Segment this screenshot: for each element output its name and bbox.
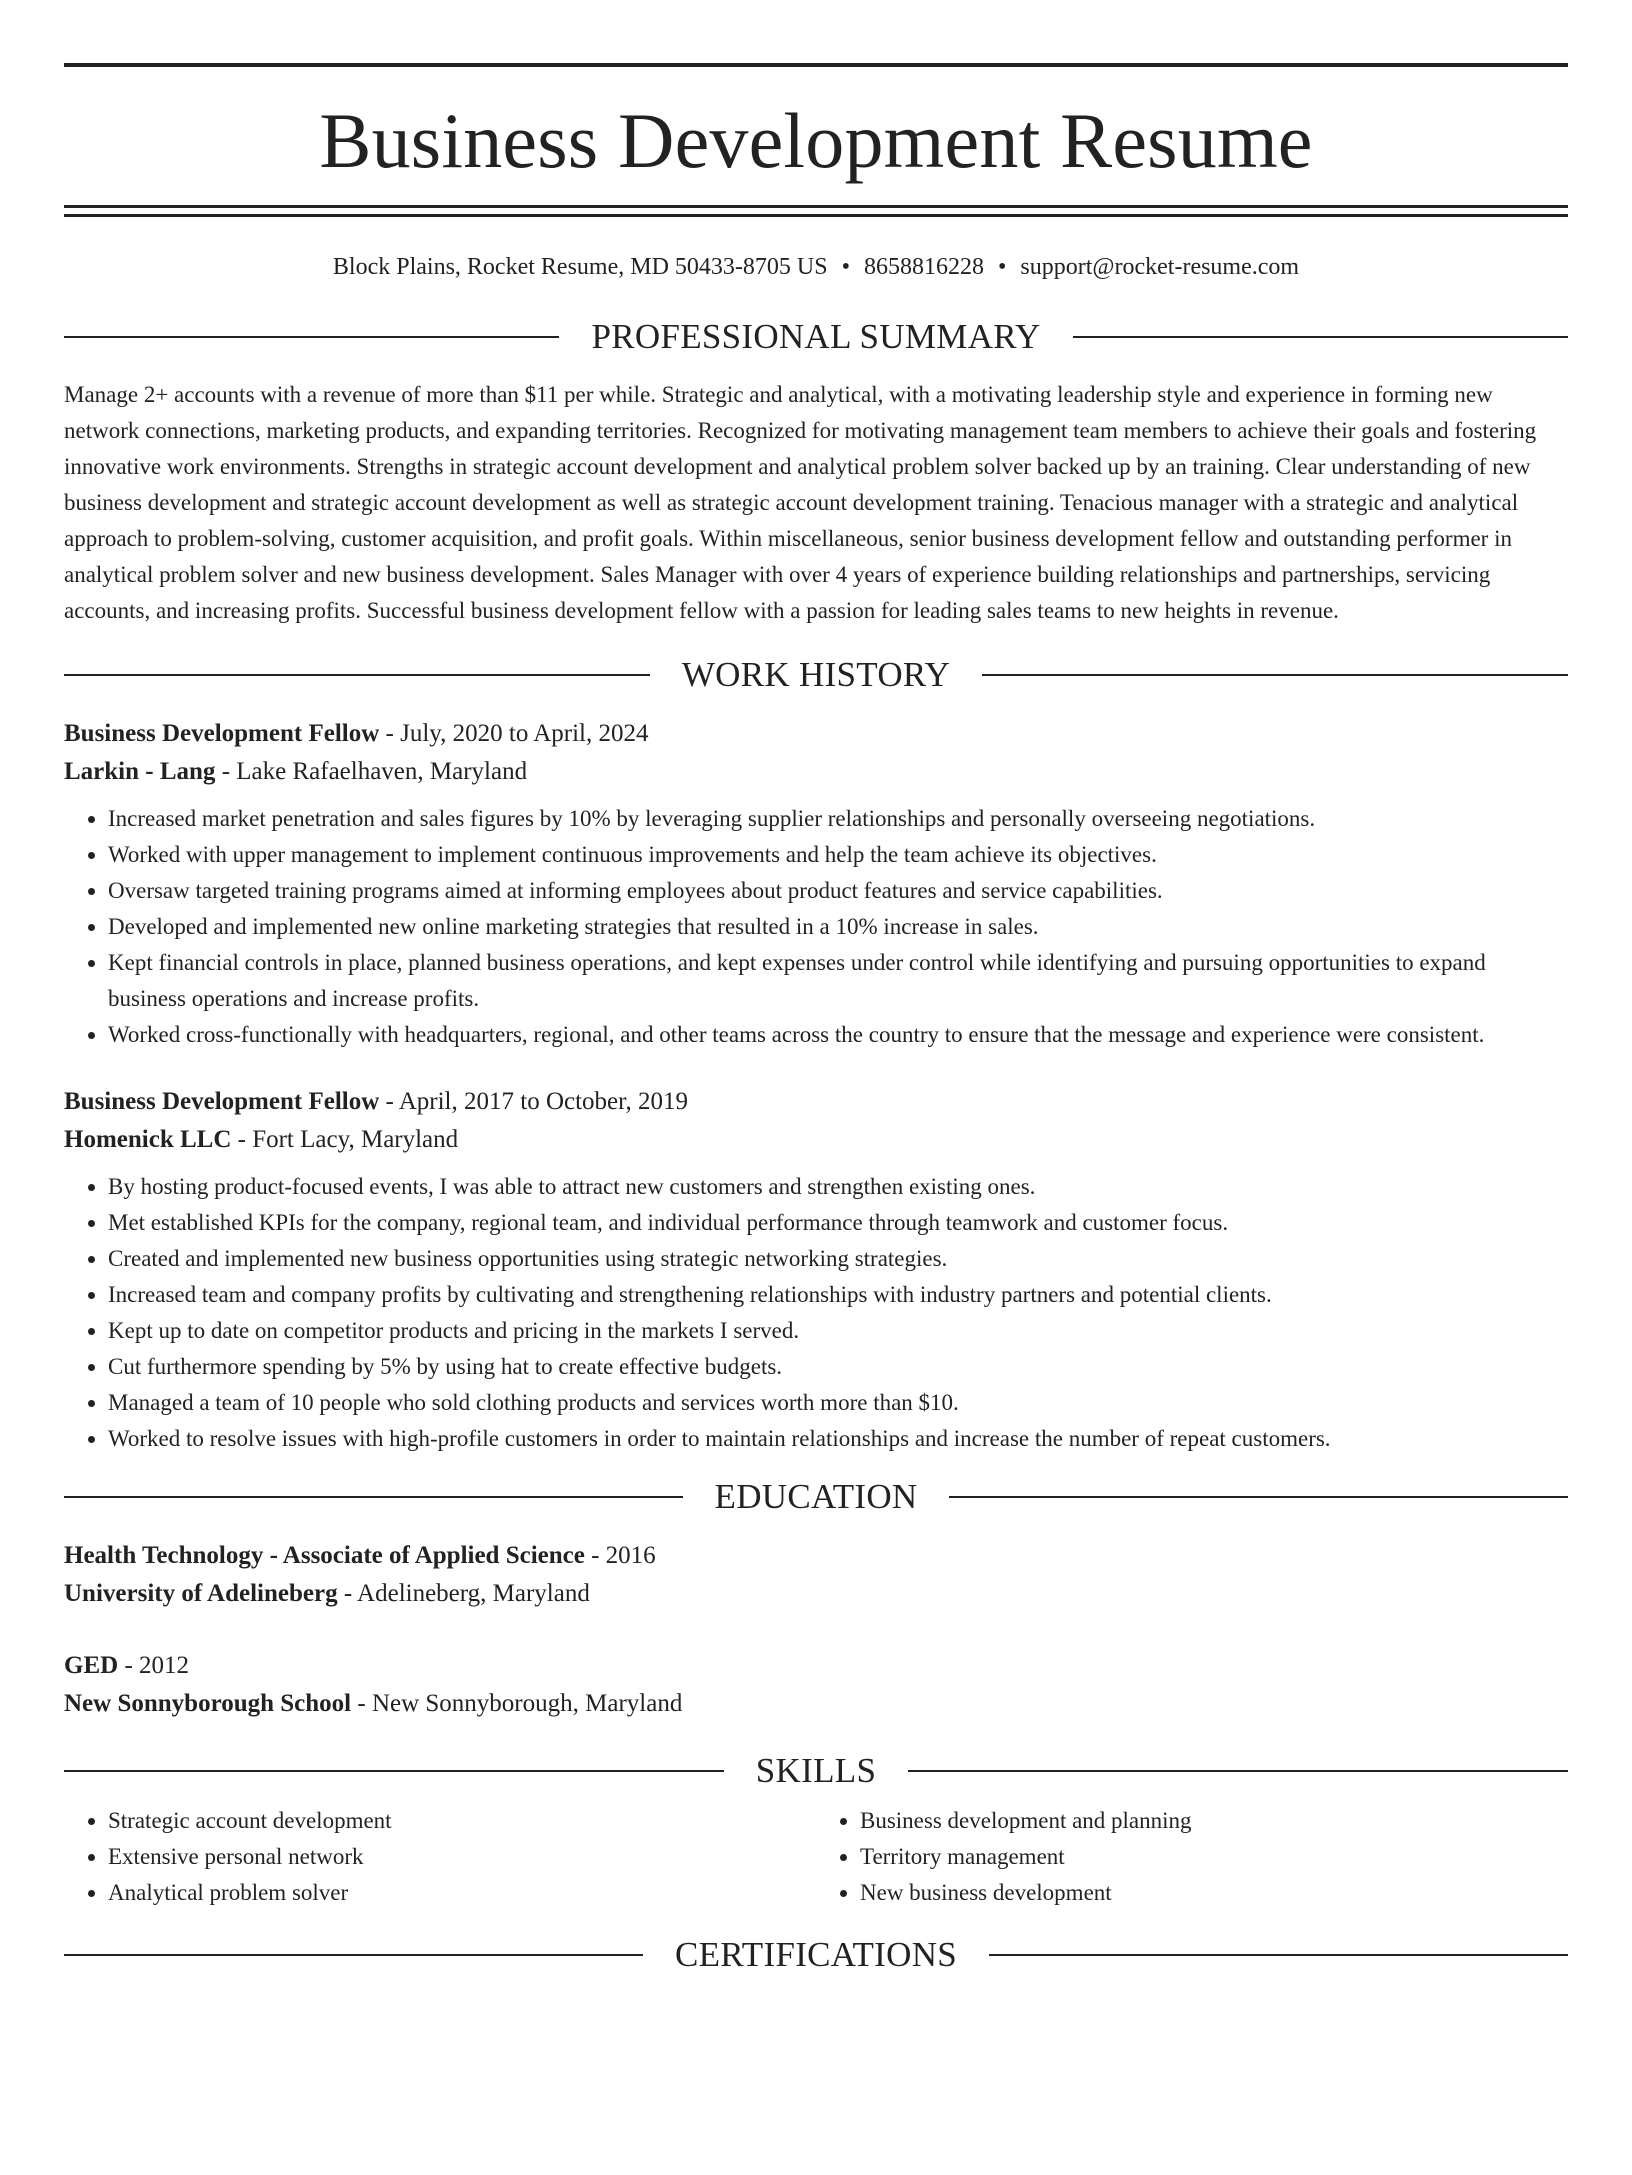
resume-title: Business Development Resume xyxy=(319,97,1313,184)
section-rule xyxy=(949,1496,1568,1498)
list-item: • Created and implemented new business opportunities using strategic networking strategies. xyxy=(108,1241,1568,1277)
list-item: • By hosting product-focused events, I was able to attract new customers and strengthen existing ones. xyxy=(108,1169,1568,1205)
education-degree: GED xyxy=(64,1652,119,1679)
title-double-rule xyxy=(64,205,1568,217)
section-rule xyxy=(64,674,650,676)
list-item: • Strategic account development xyxy=(108,1803,816,1839)
skills-grid xyxy=(64,1803,1568,1911)
section-header-summary xyxy=(64,315,1568,359)
section-rule xyxy=(64,336,559,338)
job-title-line xyxy=(64,1083,1568,1121)
list-item: • Cut furthermore spending by 5% by using hat to create effective budgets. xyxy=(108,1349,1568,1385)
job-bullets xyxy=(64,801,1568,1053)
education-degree-line xyxy=(64,1537,1568,1575)
job-title-line xyxy=(64,715,1568,753)
top-rule xyxy=(64,63,1568,67)
job-entry xyxy=(64,715,1568,1053)
list-item: • Worked cross-functionally with headquarters, regional, and other teams across the country to ensure that the message and experience were consistent. xyxy=(108,1017,1568,1053)
job-company: Homenick LLC xyxy=(64,1126,232,1153)
list-item: • New business development xyxy=(860,1875,1568,1911)
list-item: • Increased team and company profits by cultivating and strengthening relationships with industry partners and potential clients. xyxy=(108,1277,1568,1313)
education-school: New Sonnyborough School xyxy=(64,1690,352,1717)
list-item: • Oversaw targeted training programs aimed at informing employees about product features and service capabilities. xyxy=(108,873,1568,909)
skills-column-right xyxy=(816,1803,1568,1911)
job-company-line xyxy=(64,1121,1568,1159)
list-item: • Increased market penetration and sales figures by 10% by leveraging supplier relationships and personally overseeing negotiations. xyxy=(108,801,1568,837)
skills-column-left xyxy=(64,1803,816,1911)
section-title: PROFESSIONAL SUMMARY xyxy=(591,317,1041,356)
section-rule xyxy=(989,1954,1568,1956)
summary-text: Manage 2+ accounts with a revenue of more than $11 per while. Strategic and analytical, with a motivating leadership style and experience in forming new network connections, marketing products, and expanding territories. Recognized for motivating management team members to achieve their goals and fostering innovative work environments. Strengths in strategic account development and analytical problem solver backed up by an training. Clear understanding of new business development and strategic account development as well as strategic account development training. Tenacious manager with a strategic and analytical approach to problem-solving, customer acquisition, and profit goals. Within miscellaneous, senior business development fellow and outstanding performer in analytical problem solver and new business development. Sales Manager with over 4 years of experience building relationships and partnerships, servicing accounts, and increasing profits. Successful business development fellow with a passion for leading sales teams to new heights in revenue. xyxy=(64,382,1537,623)
job-location: - Fort Lacy, Maryland xyxy=(231,1126,459,1153)
education-entry xyxy=(64,1647,1568,1723)
job-company-line xyxy=(64,753,1568,791)
section-header-skills xyxy=(64,1749,1568,1793)
list-item: • Worked to resolve issues with high-profile customers in order to maintain relationships and increase the number of repeat customers. xyxy=(108,1421,1568,1457)
contact-email[interactable]: support@rocket-resume.com xyxy=(1020,254,1300,280)
education-degree-line xyxy=(64,1647,1568,1685)
list-item: • Extensive personal network xyxy=(108,1839,816,1875)
education-year: - 2016 xyxy=(584,1542,656,1569)
job-role: Business Development Fellow xyxy=(64,720,380,747)
contact-address: Block Plains, Rocket Resume, MD 50433-8705 US xyxy=(332,254,828,280)
list-item: • Territory management xyxy=(860,1839,1568,1875)
contact-phone: 8658816228 xyxy=(863,254,984,280)
list-item: • Worked with upper management to implement continuous improvements and help the team achieve its objectives. xyxy=(108,837,1568,873)
list-item: • Analytical problem solver xyxy=(108,1875,816,1911)
section-rule xyxy=(1073,336,1568,338)
education-location: - New Sonnyborough, Maryland xyxy=(351,1690,683,1717)
education-location: - Adelineberg, Maryland xyxy=(337,1580,590,1607)
section-header-certifications xyxy=(64,1933,1568,1977)
job-dates: - April, 2017 to October, 2019 xyxy=(379,1088,688,1115)
list-item: • Kept up to date on competitor products and pricing in the markets I served. xyxy=(108,1313,1568,1349)
contact-separator: • xyxy=(841,254,850,280)
section-title: WORK HISTORY xyxy=(681,655,951,694)
job-dates: - July, 2020 to April, 2024 xyxy=(379,720,649,747)
education-year: - 2012 xyxy=(118,1652,190,1679)
section-rule xyxy=(64,1496,683,1498)
list-item: • Business development and planning xyxy=(860,1803,1568,1839)
section-rule xyxy=(64,1954,643,1956)
education-degree: Health Technology - Associate of Applied Science xyxy=(64,1542,585,1569)
education-school-line xyxy=(64,1685,1568,1723)
list-item: • Developed and implemented new online marketing strategies that resulted in a 10% increase in sales. xyxy=(108,909,1568,945)
contact-line xyxy=(64,251,1568,283)
education-school-line xyxy=(64,1575,1568,1613)
job-entry xyxy=(64,1083,1568,1457)
section-title: CERTIFICATIONS xyxy=(674,1935,958,1974)
list-item: • Kept financial controls in place, planned business operations, and kept expenses under control while identifying and pursuing opportunities to expand business operations and increase profits. xyxy=(108,945,1568,1017)
section-title: EDUCATION xyxy=(714,1477,918,1516)
resume-page xyxy=(0,63,1632,2175)
job-location: - Lake Rafaelhaven, Maryland xyxy=(215,758,528,785)
contact-separator: • xyxy=(997,254,1007,280)
job-bullets xyxy=(64,1169,1568,1457)
list-item: • Managed a team of 10 people who sold clothing products and services worth more than $10. xyxy=(108,1385,1568,1421)
job-company: Larkin - Lang xyxy=(64,758,216,785)
education-entry xyxy=(64,1537,1568,1613)
section-header-work xyxy=(64,653,1568,697)
section-rule xyxy=(64,1770,724,1772)
list-item: • Met established KPIs for the company, regional team, and individual performance through teamwork and customer focus. xyxy=(108,1205,1568,1241)
section-title: SKILLS xyxy=(755,1751,877,1790)
section-rule xyxy=(908,1770,1568,1772)
job-role: Business Development Fellow xyxy=(64,1088,380,1115)
section-header-education xyxy=(64,1475,1568,1519)
section-rule xyxy=(982,674,1568,676)
education-school: University of Adelineberg xyxy=(64,1580,338,1607)
